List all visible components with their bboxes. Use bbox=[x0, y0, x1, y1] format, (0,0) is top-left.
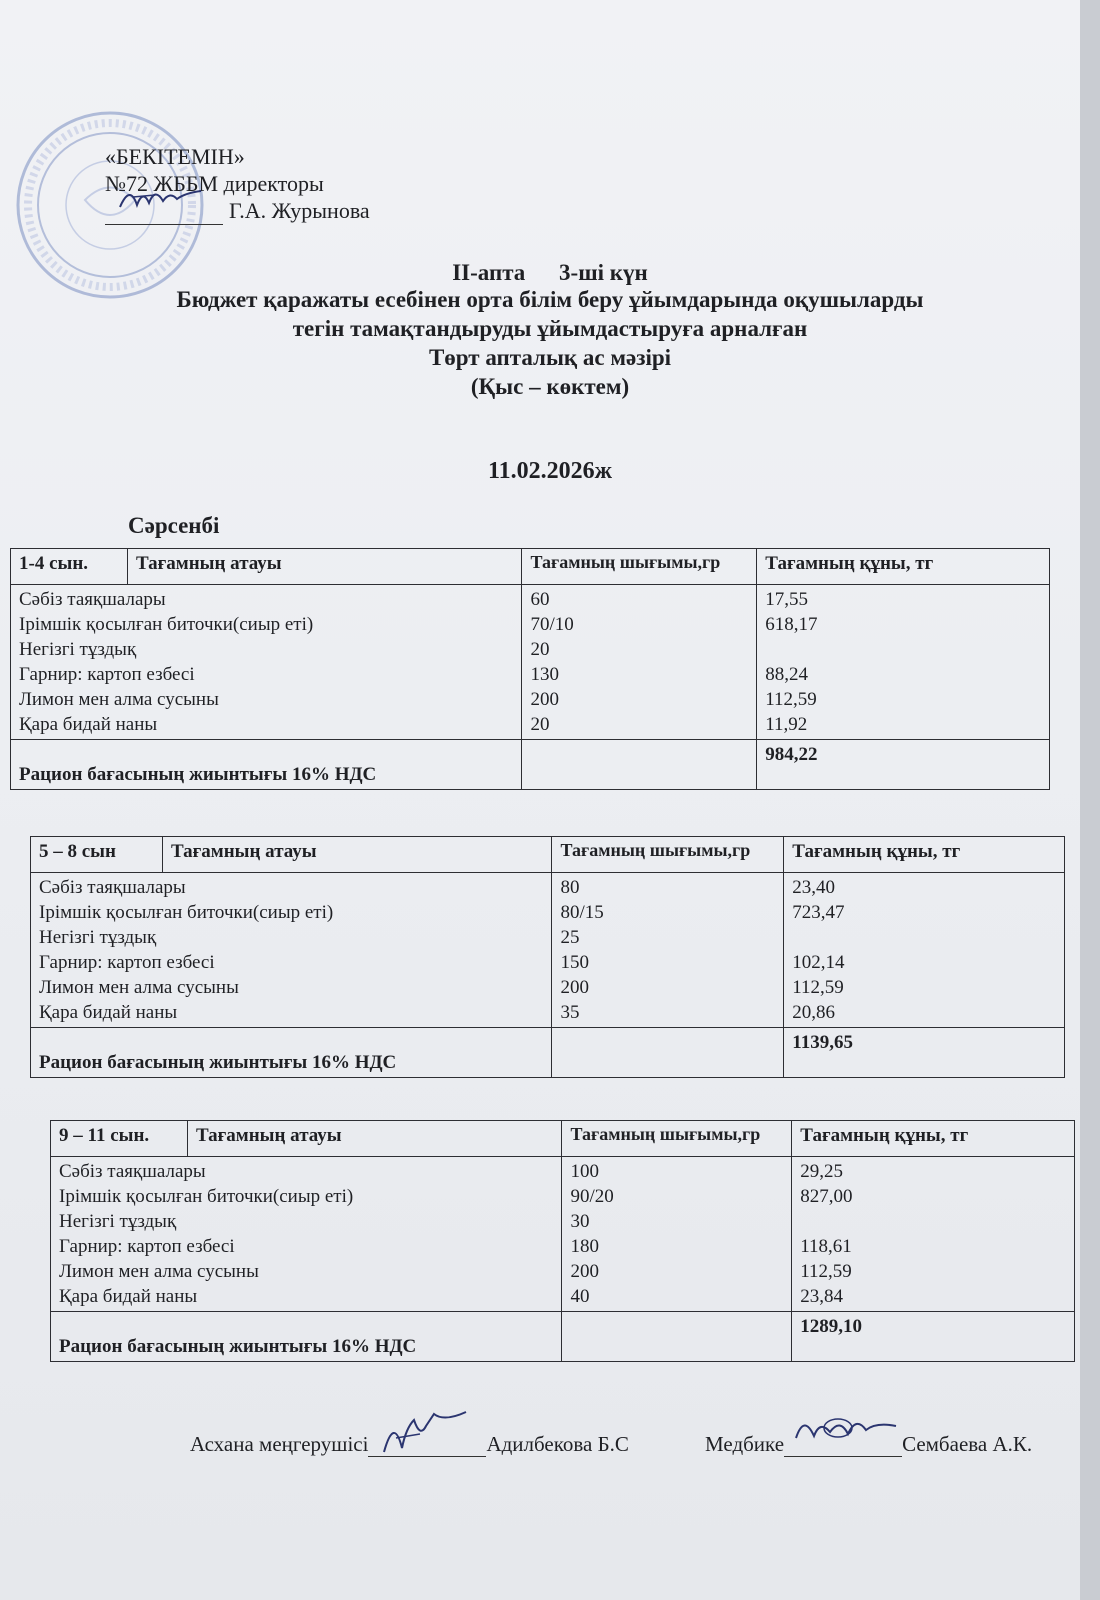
weekday-label: Сәрсенбі bbox=[128, 513, 220, 538]
column-header-yield: Тағамның шығымы,гр bbox=[552, 837, 784, 873]
approval-heading: «БЕКІТЕМІН» bbox=[105, 144, 245, 169]
cost-value: 17,55 bbox=[765, 589, 809, 610]
grade-label: 5 – 8 сын bbox=[31, 837, 163, 873]
page-edge bbox=[1080, 0, 1100, 1600]
title-line-2: тегін тамақтандыруды ұйымдастыруға арналған bbox=[292, 316, 808, 341]
yield-value: 80/15 bbox=[560, 902, 604, 923]
cost-value-empty bbox=[792, 925, 1056, 950]
yield-value: 200 bbox=[530, 689, 559, 710]
title-line-4: (Қыс – көктем) bbox=[470, 374, 630, 399]
dish-item: Сәбіз таяқшалары bbox=[59, 1161, 206, 1182]
week-label: ІІ-апта bbox=[452, 260, 526, 285]
dish-item: Сәбіз таяқшалары bbox=[39, 877, 186, 898]
cost-value: 112,59 bbox=[765, 689, 817, 710]
yield-list bbox=[552, 873, 784, 1028]
menu-date: 11.02.2026ж bbox=[487, 458, 613, 484]
dish-item: Гарнир: картоп езбесі bbox=[39, 952, 215, 973]
yield-list bbox=[562, 1157, 792, 1312]
director-signature-icon bbox=[115, 179, 205, 215]
column-header-cost: Тағамның құны, тг bbox=[792, 1121, 1075, 1157]
dish-item: Гарнир: картоп езбесі bbox=[59, 1236, 235, 1257]
column-header-name: Тағамның атауы bbox=[162, 837, 552, 873]
yield-value: 20 bbox=[530, 714, 550, 735]
medic-signature-icon bbox=[790, 1408, 900, 1448]
cost-value: 11,92 bbox=[765, 714, 808, 735]
week-day-line bbox=[110, 258, 990, 287]
canteen-name: Адилбекова Б.С bbox=[486, 1432, 629, 1456]
total-yield-empty bbox=[522, 740, 757, 790]
yield-value: 60 bbox=[530, 589, 550, 610]
medic-signature-line bbox=[784, 1434, 902, 1457]
dish-list bbox=[11, 585, 522, 740]
yield-value: 30 bbox=[570, 1211, 590, 1232]
cost-value-empty bbox=[800, 1209, 1066, 1234]
dish-item: Ірімшік қосылған биточки(сиыр еті) bbox=[19, 614, 314, 635]
yield-value: 70/10 bbox=[530, 614, 574, 635]
column-header-cost: Тағамның құны, тг bbox=[757, 549, 1050, 585]
cost-value: 20,86 bbox=[792, 1002, 836, 1023]
dish-item: Негізгі тұздық bbox=[39, 927, 157, 948]
medic-name: Сембаева А.К. bbox=[902, 1432, 1033, 1456]
yield-value: 150 bbox=[560, 952, 589, 973]
yield-list bbox=[522, 585, 757, 740]
title-line-1: Бюджет қаражаты есебінен орта білім беру ұйымдарында оқушыларды bbox=[176, 287, 924, 312]
cost-value: 23,84 bbox=[800, 1286, 844, 1307]
dish-item: Қара бидай наны bbox=[19, 714, 158, 735]
total-label: Рацион бағасының жиынтығы 16% НДС bbox=[11, 740, 522, 790]
total-value: 984,22 bbox=[757, 740, 1050, 790]
cost-value: 88,24 bbox=[765, 664, 809, 685]
total-value: 1289,10 bbox=[792, 1312, 1075, 1362]
cost-value: 723,47 bbox=[792, 902, 845, 923]
column-header-cost: Тағамның құны, тг bbox=[784, 837, 1065, 873]
cost-list bbox=[784, 873, 1065, 1028]
cost-list bbox=[757, 585, 1050, 740]
dish-item: Негізгі тұздық bbox=[59, 1211, 177, 1232]
total-yield-empty bbox=[562, 1312, 792, 1362]
canteen-signature-line bbox=[368, 1434, 486, 1457]
dish-item: Лимон мен алма сусыны bbox=[39, 977, 239, 998]
day-number-label: 3-ші күн bbox=[559, 260, 648, 285]
dish-item: Ірімшік қосылған биточки(сиыр еті) bbox=[39, 902, 334, 923]
dish-item: Ірімшік қосылған биточки(сиыр еті) bbox=[59, 1186, 354, 1207]
yield-value: 40 bbox=[570, 1286, 590, 1307]
menu-table-grade-1-4 bbox=[10, 548, 1050, 790]
cost-list bbox=[792, 1157, 1075, 1312]
dish-item: Негізгі тұздық bbox=[19, 639, 137, 660]
dish-item: Қара бидай наны bbox=[59, 1286, 198, 1307]
yield-value: 130 bbox=[530, 664, 559, 685]
document-title bbox=[110, 285, 990, 401]
cost-value: 112,59 bbox=[800, 1261, 852, 1282]
yield-value: 200 bbox=[560, 977, 589, 998]
canteen-role: Асхана меңгерушісі bbox=[190, 1432, 369, 1456]
title-line-3: Төрт апталық ас мәзірі bbox=[428, 345, 672, 370]
dish-list bbox=[51, 1157, 562, 1312]
yield-value: 90/20 bbox=[570, 1186, 614, 1207]
column-header-yield: Тағамның шығымы,гр bbox=[562, 1121, 792, 1157]
dish-item: Сәбіз таяқшалары bbox=[19, 589, 166, 610]
grade-label: 9 – 11 сын. bbox=[51, 1121, 188, 1157]
yield-value: 180 bbox=[570, 1236, 599, 1257]
cost-value: 827,00 bbox=[800, 1186, 853, 1207]
grade-label: 1-4 сын. bbox=[11, 549, 128, 585]
approval-signature-line bbox=[105, 197, 370, 225]
cost-value: 118,61 bbox=[800, 1236, 852, 1257]
yield-value: 100 bbox=[570, 1161, 599, 1182]
dish-list bbox=[31, 873, 552, 1028]
total-yield-empty bbox=[552, 1028, 784, 1078]
yield-value: 25 bbox=[560, 927, 580, 948]
canteen-signature-icon bbox=[374, 1408, 474, 1458]
cost-value: 618,17 bbox=[765, 614, 818, 635]
total-label: Рацион бағасының жиынтығы 16% НДС bbox=[31, 1028, 552, 1078]
yield-value: 20 bbox=[530, 639, 550, 660]
dish-item: Қара бидай наны bbox=[39, 1002, 178, 1023]
approval-position: №72 ЖББМ директоры bbox=[105, 171, 324, 196]
yield-value: 80 bbox=[560, 877, 580, 898]
director-name: Г.А. Журынова bbox=[229, 198, 370, 223]
yield-value: 200 bbox=[570, 1261, 599, 1282]
dish-item: Лимон мен алма сусыны bbox=[19, 689, 219, 710]
total-value: 1139,65 bbox=[784, 1028, 1065, 1078]
column-header-name: Тағамның атауы bbox=[187, 1121, 562, 1157]
dish-item: Гарнир: картоп езбесі bbox=[19, 664, 195, 685]
column-header-yield: Тағамның шығымы,гр bbox=[522, 549, 757, 585]
menu-table-grade-9-11 bbox=[50, 1120, 1075, 1362]
cost-value: 112,59 bbox=[792, 977, 844, 998]
medic-signature-block bbox=[705, 1432, 1032, 1457]
dish-item: Лимон мен алма сусыны bbox=[59, 1261, 259, 1282]
cost-value-empty bbox=[765, 637, 1041, 662]
cost-value: 102,14 bbox=[792, 952, 845, 973]
column-header-name: Тағамның атауы bbox=[127, 549, 522, 585]
total-label: Рацион бағасының жиынтығы 16% НДС bbox=[51, 1312, 562, 1362]
menu-table-grade-5-8 bbox=[30, 836, 1065, 1078]
cost-value: 29,25 bbox=[800, 1161, 844, 1182]
medic-role: Медбике bbox=[705, 1432, 785, 1456]
canteen-signature-block bbox=[190, 1432, 629, 1457]
approval-block bbox=[105, 143, 370, 225]
cost-value: 23,40 bbox=[792, 877, 836, 898]
yield-value: 35 bbox=[560, 1002, 580, 1023]
